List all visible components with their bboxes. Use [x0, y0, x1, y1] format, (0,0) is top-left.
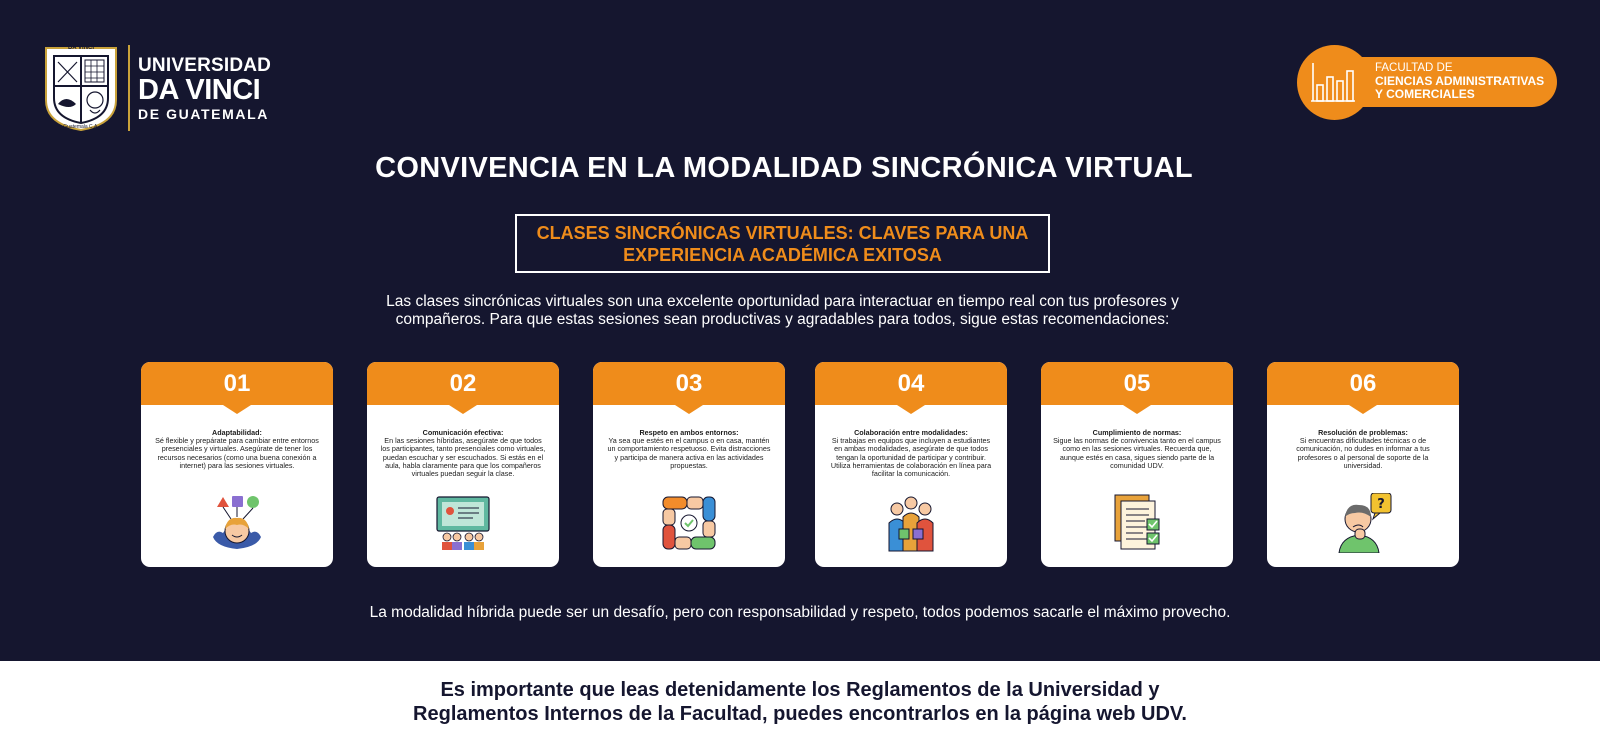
card-text: En las sesiones híbridas, asegúrate de que todos los participantes, tanto presenciales como virtuales, puedan escuchar y ser escuchados. Si estás en el aula, habla claramente para que los compañeros virtuales puedan seguir la clase.: [380, 436, 546, 479]
card-title: Respeto en ambos entornos:: [639, 428, 739, 437]
card-respect: [593, 362, 785, 567]
faculty-line-2: CIENCIAS ADMINISTRATIVAS: [1375, 74, 1545, 88]
checklist-documents-icon: [1107, 493, 1167, 553]
footer-line-2: Reglamentos Internos de la Facultad, puedes encontrarlos en la página web UDV.: [413, 703, 1187, 725]
bar-chart-icon: [1297, 45, 1372, 120]
card-body: [367, 405, 559, 478]
logo-line-1: UNIVERSIDAD: [138, 54, 272, 76]
card-title: Comunicación efectiva:: [422, 428, 504, 437]
card-communication: [367, 362, 559, 567]
teamwork-hands-icon: [659, 493, 719, 553]
card-text: Ya sea que estés en el campus o en casa, mantén un comportamiento respetuoso. Evita distracciones y participa de manera activa en las actividades propuestas.: [607, 436, 771, 470]
card-text: Sé flexible y prepárate para cambiar entre entornos presenciales y virtuales. Asegúrate de tener los recursos necesarios (como una buena conexión a internet) para las sesiones virtuales.: [155, 436, 319, 470]
university-logo: [42, 44, 271, 132]
card-text: Si encuentras dificultades técnicas o de comunicación, no dudes en informar a tus profesores o al personal de soporte de la universidad.: [1296, 436, 1430, 470]
subtitle-box: [515, 214, 1050, 273]
faculty-line-3: Y COMERCIALES: [1375, 87, 1475, 101]
question-person-icon: [1333, 493, 1393, 553]
crest-bottom-label: Guatemala C.A.: [63, 124, 99, 130]
svg-text:?: ?: [1377, 497, 1385, 512]
logo-wordmark: [138, 56, 271, 121]
card-number: 01: [141, 362, 333, 405]
card-number: 05: [1041, 362, 1233, 405]
card-problem-solving: [1267, 362, 1459, 567]
card-title: Adaptabilidad:: [212, 428, 262, 437]
logo-line-2: DA VINCI: [138, 73, 261, 106]
intro-line-1: Las clases sincrónicas virtuales son una excelente oportunidad para interactuar en tiempo real con tus profesores y: [386, 293, 1179, 310]
card-text: Si trabajas en equipos que incluyen a estudiantes en ambas modalidades, asegúrate de que todos tengan la oportunidad de participar y contribuir. Utiliza herramientas de colaboración en línea para facilitar la comunicación.: [830, 436, 992, 479]
card-title: Cumplimiento de normas:: [1092, 428, 1182, 437]
faculty-circle: [1297, 45, 1372, 120]
crest-top-label: DA VINCI: [67, 45, 95, 51]
card-notch: [1349, 405, 1377, 414]
footer-note: [0, 678, 1600, 726]
intro-text: [330, 293, 1235, 329]
card-adaptability: [141, 362, 333, 567]
intro-line-2: compañeros. Para que estas sesiones sean productivas y agradables para todos, sigue estas recomendaciones:: [395, 311, 1170, 328]
adaptability-person-icon: [207, 493, 267, 553]
card-number: 03: [593, 362, 785, 405]
card-text: Sigue las normas de convivencia tanto en el campus como en las sesiones virtuales. Recuerda que, aunque estés en casa, sigues siendo parte de la comunidad UDV.: [1053, 436, 1221, 470]
footer-line-1: Es importante que leas detenidamente los Reglamentos de la Universidad y: [440, 679, 1160, 701]
presentation-audience-icon: [433, 493, 493, 553]
card-notch: [1123, 405, 1151, 414]
card-title: Colaboración entre modalidades:: [854, 428, 968, 437]
faculty-badge: [1297, 45, 1557, 120]
subtitle-line-2: EXPERIENCIA ACADÉMICA EXITOSA: [623, 245, 942, 265]
card-notch: [675, 405, 703, 414]
university-crest-icon: [42, 44, 120, 132]
logo-divider: [128, 45, 130, 131]
faculty-label: [1375, 62, 1544, 101]
card-norms: [1041, 362, 1233, 567]
card-body: [593, 405, 785, 470]
card-body: [815, 405, 1007, 478]
closing-text: La modalidad híbrida puede ser un desafío, pero con responsabilidad y respeto, todos podemos sacarle el máximo provecho.: [369, 604, 1231, 621]
card-number: 06: [1267, 362, 1459, 405]
card-notch: [449, 405, 477, 414]
subtitle-line-1: CLASES SINCRÓNICAS VIRTUALES: CLAVES PARA UNA: [536, 223, 1029, 243]
team-puzzle-icon: [881, 493, 941, 553]
card-notch: [223, 405, 251, 414]
card-body: [1041, 405, 1233, 470]
page-title: CONVIVENCIA EN LA MODALIDAD SINCRÓNICA VIRTUAL: [375, 152, 1193, 184]
card-notch: [897, 405, 925, 414]
faculty-line-1: FACULTAD DE: [1375, 62, 1453, 74]
logo-line-3: DE GUATEMALA: [138, 105, 269, 122]
card-number: 04: [815, 362, 1007, 405]
card-body: [141, 405, 333, 470]
card-number: 02: [367, 362, 559, 405]
card-collaboration: [815, 362, 1007, 567]
card-title: Resolución de problemas:: [1318, 428, 1408, 437]
card-body: [1267, 405, 1459, 470]
